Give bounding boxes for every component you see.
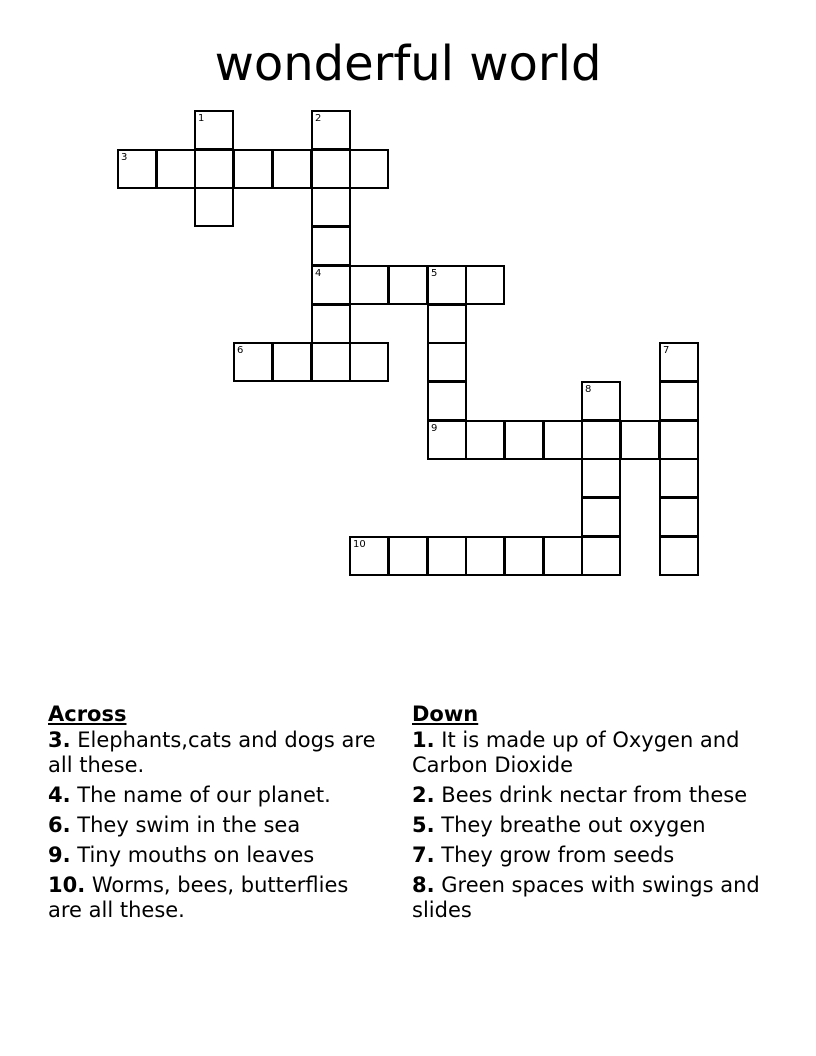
grid-cell[interactable] [581, 381, 621, 421]
grid-cell[interactable] [659, 497, 699, 537]
clue-text: Bees drink nectar from these [441, 783, 748, 807]
clue-number: 4. [48, 783, 71, 807]
clue-text: The name of our planet. [77, 783, 331, 807]
clue-number: 6. [48, 813, 71, 837]
clue-across-6 [48, 813, 388, 838]
cell-number: 9 [431, 423, 438, 434]
clue-across-9 [48, 843, 388, 868]
grid-cell[interactable] [581, 458, 621, 498]
grid-cell[interactable] [233, 149, 273, 189]
across-heading: Across [48, 702, 127, 726]
grid-cell[interactable] [311, 187, 351, 227]
grid-cell[interactable] [504, 536, 544, 576]
clue-text: It is made up of Oxygen and Carbon Dioxide [412, 728, 740, 777]
grid-cell[interactable] [349, 536, 389, 576]
down-heading: Down [412, 702, 479, 726]
cell-number: 5 [431, 268, 438, 279]
clue-text: Tiny mouths on leaves [77, 843, 315, 867]
grid-cell[interactable] [194, 187, 234, 227]
clue-number: 2. [412, 783, 435, 807]
grid-cell[interactable] [311, 149, 351, 189]
clue-number: 5. [412, 813, 435, 837]
clue-across-3 [48, 728, 388, 778]
clue-down-1 [412, 728, 762, 778]
grid-cell[interactable] [427, 304, 467, 344]
down-clues [412, 702, 762, 928]
grid-cell[interactable] [427, 265, 467, 305]
clue-text: Green spaces with swings and slides [412, 873, 760, 922]
grid-cell[interactable] [465, 536, 505, 576]
grid-cell[interactable] [659, 536, 699, 576]
clue-across-10 [48, 873, 388, 923]
grid-cell[interactable] [543, 420, 583, 460]
across-clues [48, 702, 388, 928]
grid-cell[interactable] [427, 381, 467, 421]
grid-cell[interactable] [272, 149, 312, 189]
cell-number: 6 [237, 345, 244, 356]
clue-text: Worms, bees, butterflies are all these. [48, 873, 349, 922]
grid-cell[interactable] [388, 265, 428, 305]
grid-cell[interactable] [349, 265, 389, 305]
grid-cell[interactable] [659, 420, 699, 460]
clue-text: Elephants,cats and dogs are all these. [48, 728, 376, 777]
cell-number: 10 [353, 539, 366, 550]
grid-cell[interactable] [233, 342, 273, 382]
clue-number: 3. [48, 728, 71, 752]
clue-down-2 [412, 783, 762, 808]
clue-across-4 [48, 783, 388, 808]
clue-number: 9. [48, 843, 71, 867]
clue-text: They breathe out oxygen [441, 813, 706, 837]
grid-cell[interactable] [194, 110, 234, 150]
grid-cell[interactable] [504, 420, 544, 460]
clue-number: 10. [48, 873, 86, 897]
grid-cell[interactable] [194, 149, 234, 189]
grid-cell[interactable] [659, 458, 699, 498]
grid-cell[interactable] [311, 342, 351, 382]
grid-cell[interactable] [311, 304, 351, 344]
cell-number: 7 [663, 345, 670, 356]
puzzle-title: wonderful world [214, 36, 602, 92]
clue-text: They grow from seeds [441, 843, 675, 867]
clue-number: 8. [412, 873, 435, 897]
cell-number: 8 [585, 384, 592, 395]
grid-cell[interactable] [311, 265, 351, 305]
grid-cell[interactable] [311, 226, 351, 266]
grid-cell[interactable] [117, 149, 157, 189]
cell-number: 1 [198, 113, 205, 124]
grid-cell[interactable] [427, 420, 467, 460]
grid-cell[interactable] [581, 497, 621, 537]
cell-number: 3 [121, 152, 128, 163]
grid-cell[interactable] [543, 536, 583, 576]
clue-down-7 [412, 843, 762, 868]
cell-number: 4 [315, 268, 322, 279]
grid-cell[interactable] [156, 149, 196, 189]
grid-cell[interactable] [659, 342, 699, 382]
grid-cell[interactable] [581, 420, 621, 460]
grid-cell[interactable] [581, 536, 621, 576]
grid-cell[interactable] [427, 536, 467, 576]
clue-down-8 [412, 873, 762, 923]
cell-number: 2 [315, 113, 322, 124]
grid-cell[interactable] [272, 342, 312, 382]
grid-cell[interactable] [427, 342, 467, 382]
grid-cell[interactable] [465, 265, 505, 305]
grid-cell[interactable] [465, 420, 505, 460]
clue-down-5 [412, 813, 762, 838]
grid-cell[interactable] [349, 149, 389, 189]
clue-text: They swim in the sea [77, 813, 301, 837]
grid-cell[interactable] [388, 536, 428, 576]
clue-number: 7. [412, 843, 435, 867]
grid-cell[interactable] [311, 110, 351, 150]
grid-cell[interactable] [349, 342, 389, 382]
grid-cell[interactable] [620, 420, 660, 460]
grid-cell[interactable] [659, 381, 699, 421]
clue-number: 1. [412, 728, 435, 752]
